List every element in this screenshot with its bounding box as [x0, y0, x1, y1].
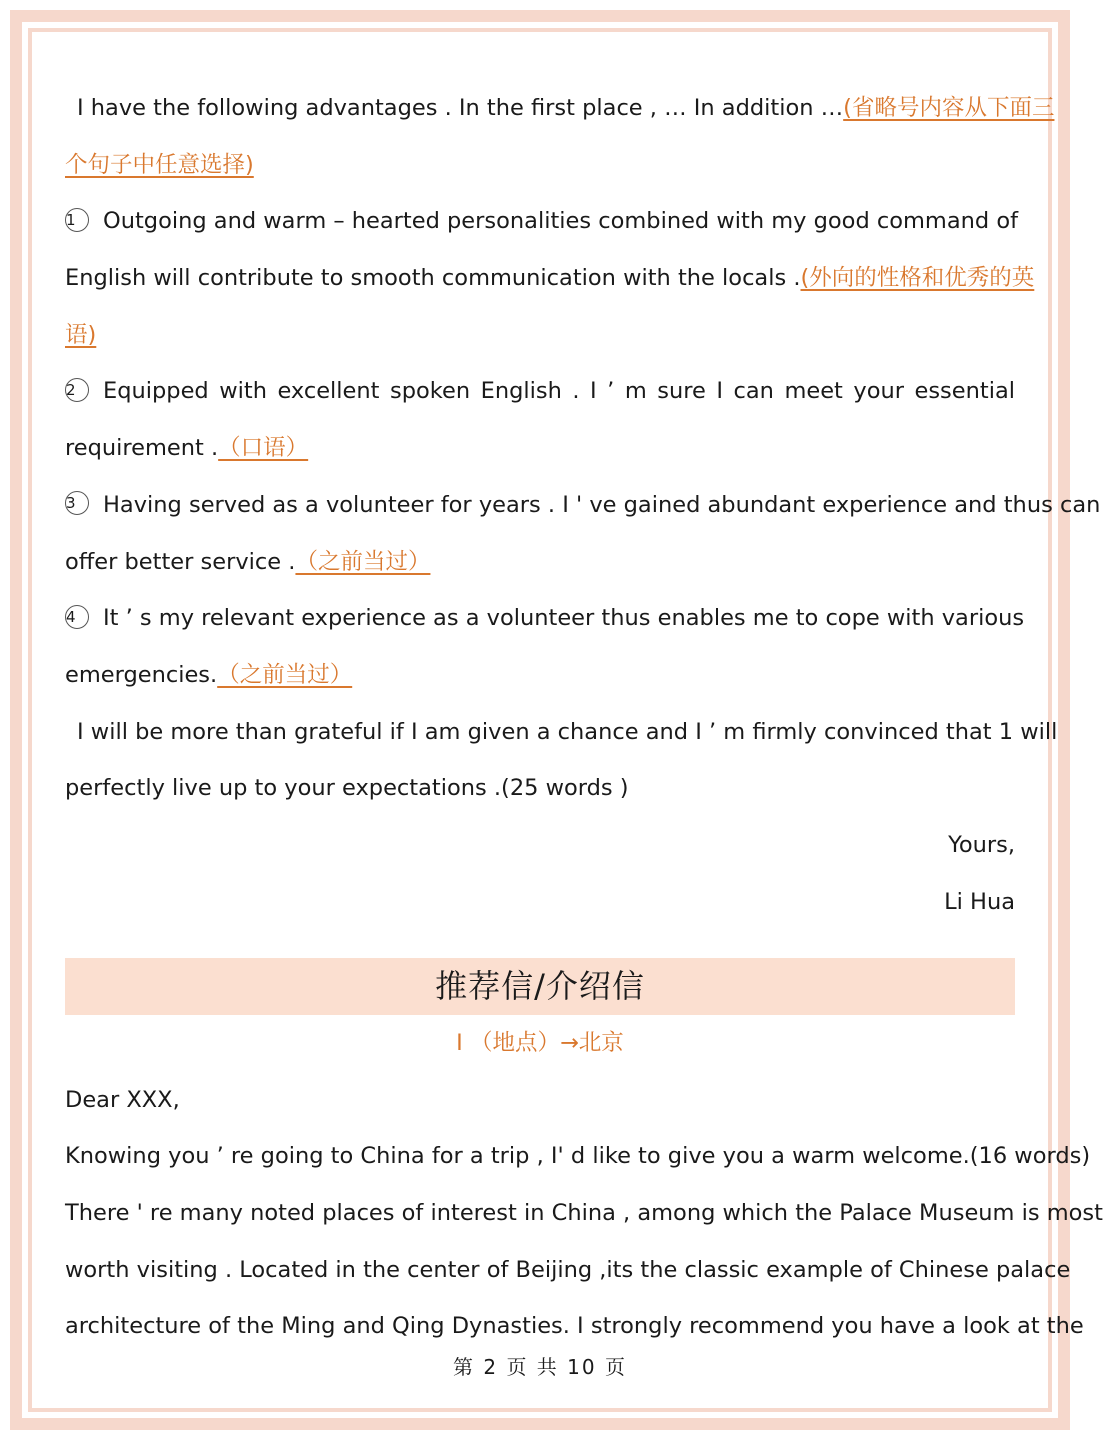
closing-line-1: I will be more than grateful if I am given a chance and I ’ m firmly convinced that 1 will: [77, 718, 1058, 745]
option-4-line-1: [65, 590, 1025, 647]
section-subtitle: I （地点）→北京: [456, 1030, 624, 1056]
intro-line-2: [65, 137, 1015, 194]
option-1-line-3: [65, 307, 1015, 364]
intro-line-1: [65, 80, 1055, 137]
page-number-footer: 第 2 页 共 10 页: [453, 1355, 627, 1379]
letter-line-3: worth visiting . Located in the center of Beijing ,its the classic example of Chinese palace: [65, 1256, 1071, 1283]
closing-line-2: perfectly live up to your expectations .(25 words ): [65, 775, 629, 802]
letter-body-part1: [65, 80, 1101, 930]
letter-body-part2: [65, 1015, 1103, 1355]
option-3-line-1: [65, 477, 1101, 534]
option-3-line-2: [65, 534, 1015, 591]
signature: Li Hua: [944, 888, 1015, 915]
letter-line-4: architecture of the Ming and Qing Dynasties. I strongly recommend you have a look at the: [65, 1313, 1084, 1340]
option-3-note: （之前当过）: [295, 548, 431, 575]
option-4-text-2: emergencies.: [65, 661, 218, 688]
option-3-text-1: Having served as a volunteer for years . I ' ve gained abundant experience and thus can: [103, 491, 1101, 518]
sign-off: Yours,: [948, 831, 1015, 858]
option-number-2: 2: [65, 378, 89, 402]
option-2-line-2: [65, 420, 1015, 477]
letter-line-2: There ' re many noted places of interest in China , among which the Palace Museum is most: [65, 1200, 1103, 1227]
option-2-text-1: Equipped with excellent spoken English . I ’ m sure I can meet your essential: [103, 378, 1015, 405]
option-number-4: 4: [65, 605, 89, 629]
option-1-text-2: English will contribute to smooth communication with the locals .: [65, 265, 801, 292]
option-1-text-1: Outgoing and warm – hearted personalities combined with my good command of: [103, 208, 1019, 235]
option-number-1: 1: [65, 208, 89, 232]
letter-line-1: Knowing you ’ re going to China for a trip , I' d like to give you a warm welcome.(16 words): [65, 1143, 1091, 1170]
option-1-note-2: 语): [65, 321, 97, 348]
option-2-note: （口语）: [218, 435, 309, 462]
option-2-text-2: requirement .: [65, 435, 219, 462]
intro-text: I have the following advantages . In the first place , … In addition …: [77, 95, 844, 121]
option-number-3: 3: [65, 491, 89, 515]
option-4-note: （之前当过）: [217, 661, 353, 688]
option-4-line-2: [65, 647, 1015, 704]
option-3-text-2: offer better service .: [65, 548, 296, 575]
section-title: 推荐信/介绍信: [435, 967, 645, 1005]
option-1-note: (外向的性格和优秀的英: [800, 265, 1035, 292]
option-4-text-1: It ’ s my relevant experience as a volunteer thus enables me to cope with various: [103, 605, 1025, 632]
option-1-line-1: [65, 193, 1019, 250]
option-2-line-1: [65, 363, 1015, 420]
section-title-banner: [65, 958, 1015, 1015]
intro-note-2: 个句子中任意选择): [65, 151, 254, 178]
letter-greeting: Dear XXX,: [65, 1086, 180, 1113]
intro-note-1: (省略号内容从下面三: [843, 95, 1055, 121]
option-1-line-2: [65, 250, 1035, 307]
